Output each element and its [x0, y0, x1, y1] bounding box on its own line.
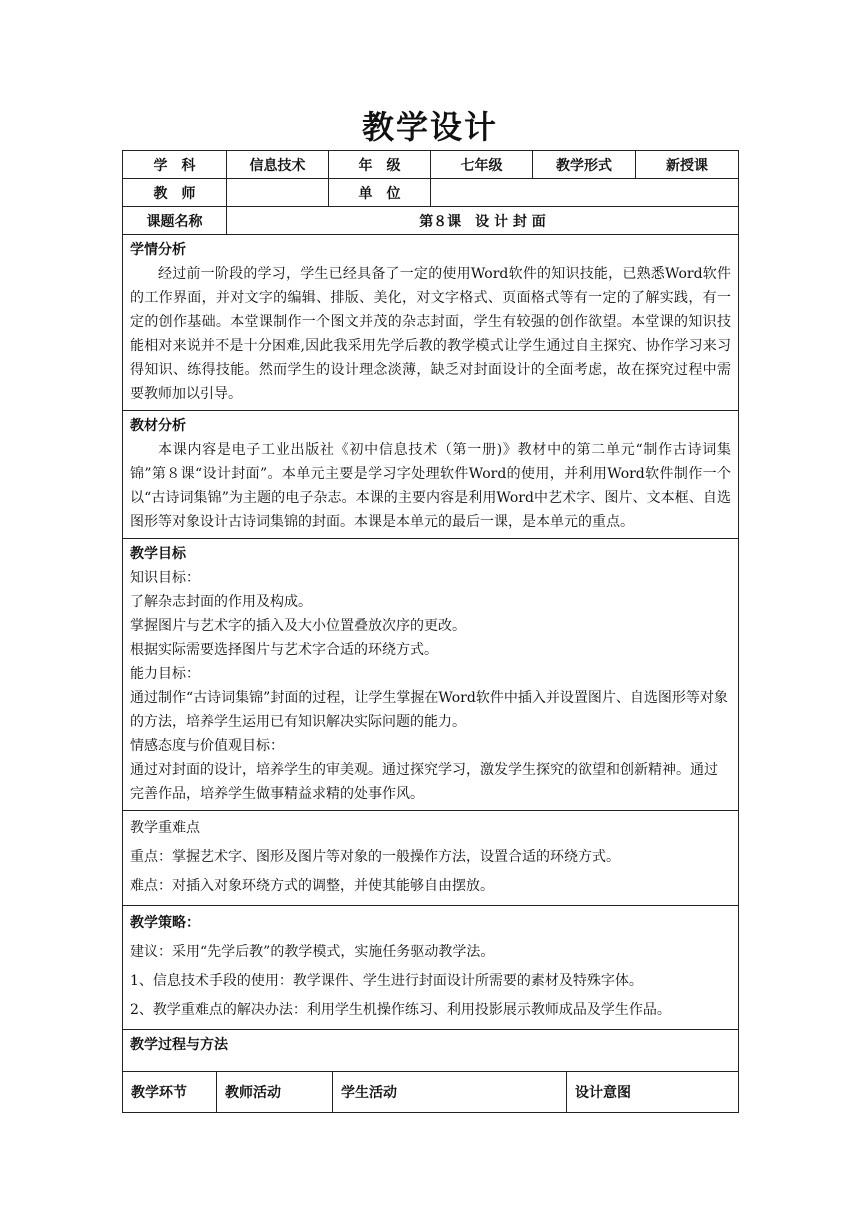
- unit-label: 单 位: [329, 179, 431, 207]
- objectives-line: 根据实际需要选择图片与艺术字合适的环绕方式。: [130, 642, 438, 658]
- page-title: 教学设计: [361, 108, 498, 146]
- process-col-stage: 教学环节: [123, 1072, 217, 1113]
- material-analysis-text: 本课内容是电子工业出版社《初中信息技术（第一册)》教材中的第二单元“制作古诗词集锦”第８课“设计封面”。本单元主要是学习字处理软件Word的使用，并利用Word软件制作一个以“古诗词集锦”为主题的电子杂志。本课的主要内容是利用Word中艺术字、图片、文本框、自选图形等对象设计古诗词集锦的封面。本课是本单元的最后一课，是本单元的重点。: [130, 442, 731, 530]
- form-label: 教学形式: [533, 151, 636, 179]
- unit-value: [431, 179, 739, 207]
- key-points-row: [123, 811, 739, 906]
- info-row-3: [123, 207, 739, 235]
- objectives-line: 了解杂志封面的作用及构成。: [130, 594, 312, 610]
- process-col-intent: 设计意图: [567, 1072, 739, 1113]
- grade-value: 七年级: [431, 151, 533, 179]
- objectives-line: 能力目标：: [130, 666, 200, 682]
- material-analysis-heading: 教材分析: [130, 418, 186, 434]
- form-value: 新授课: [636, 151, 739, 179]
- learner-analysis-row: [123, 235, 739, 411]
- process-heading: 教学过程与方法: [130, 1037, 228, 1053]
- teacher-value: [227, 179, 329, 207]
- material-analysis-section: [123, 411, 739, 539]
- topic-value: 第８课 设 计 封 面: [227, 207, 739, 235]
- info-row-2: [123, 179, 739, 207]
- strategy-section: [123, 906, 739, 1030]
- strategy-line: 2、教学重难点的解决办法：利用学生机操作练习、利用投影展示教师成品及学生作品。: [130, 1002, 671, 1018]
- grade-label: 年 级: [329, 151, 431, 179]
- topic-label: 课题名称: [123, 207, 227, 235]
- objectives-line: 情感态度与价值观目标：: [130, 738, 284, 754]
- learner-analysis-section: [123, 235, 739, 411]
- key-points-line: 难点：对插入对象环绕方式的调整，并使其能够自由摆放。: [130, 878, 494, 894]
- teacher-label: 教 师: [123, 179, 227, 207]
- objectives-line: 知识目标：: [130, 570, 200, 586]
- key-points-section: [123, 811, 739, 906]
- objectives-line: 通过对封面的设计，培养学生的审美观。通过探究学习，激发学生探究的欲望和创新精神。通过完善作品，培养学生做事精益求精的处事作风。: [130, 762, 718, 802]
- objectives-section: [123, 539, 739, 811]
- info-table: [122, 150, 739, 1072]
- strategy-line: 1、信息技术手段的使用：教学课件、学生进行封面设计所需要的素材及特殊字体。: [130, 973, 643, 989]
- info-row-1: [123, 151, 739, 179]
- process-table: [122, 1071, 739, 1113]
- process-header-row: [123, 1072, 739, 1113]
- key-points-heading: 教学重难点: [130, 820, 200, 836]
- strategy-line: 建议：采用“先学后教”的教学模式，实施任务驱动教学法。: [130, 944, 495, 960]
- lesson-plan-form: [122, 150, 738, 1113]
- learner-analysis-heading: 学情分析: [130, 242, 186, 258]
- key-points-line: 重点：掌握艺术字、图形及图片等对象的一般操作方法，设置合适的环绕方式。: [130, 849, 620, 865]
- process-col-teacher: 教师活动: [217, 1072, 333, 1113]
- learner-analysis-text: 经过前一阶段的学习，学生已经具备了一定的使用Word软件的知识技能，已熟悉Word软件的工作界面，并对文字的编辑、排版、美化，对文字格式、页面格式等有一定的了解实践，有一定的创作基础。本堂课制作一个图文并茂的杂志封面，学生有较强的创作欲望。本堂课的知识技能相对来说并不是十分困难,因此我采用先学后教的教学模式让学生通过自主探究、协作学习来习得知识、练得技能。然而学生的设计理念淡薄，缺乏对封面设计的全面考虑，故在探究过程中需要教师加以引导。: [130, 266, 731, 402]
- process-col-student: 学生活动: [333, 1072, 567, 1113]
- objectives-row: [123, 539, 739, 811]
- subject-label: 学 科: [123, 151, 227, 179]
- objectives-line: 掌握图片与艺术字的插入及大小位置叠放次序的更改。: [130, 618, 466, 634]
- strategy-heading: 教学策略：: [130, 915, 200, 931]
- subject-value: 信息技术: [227, 151, 329, 179]
- process-heading-cell: [123, 1030, 739, 1072]
- objectives-heading: 教学目标: [130, 546, 186, 562]
- strategy-row: [123, 906, 739, 1030]
- process-heading-row: [123, 1030, 739, 1072]
- material-analysis-row: [123, 411, 739, 539]
- objectives-line: 通过制作“古诗词集锦”封面的过程，让学生掌握在Word软件中插入并设置图片、自选图形等对象的方法，培养学生运用已有知识解决实际问题的能力。: [130, 690, 728, 730]
